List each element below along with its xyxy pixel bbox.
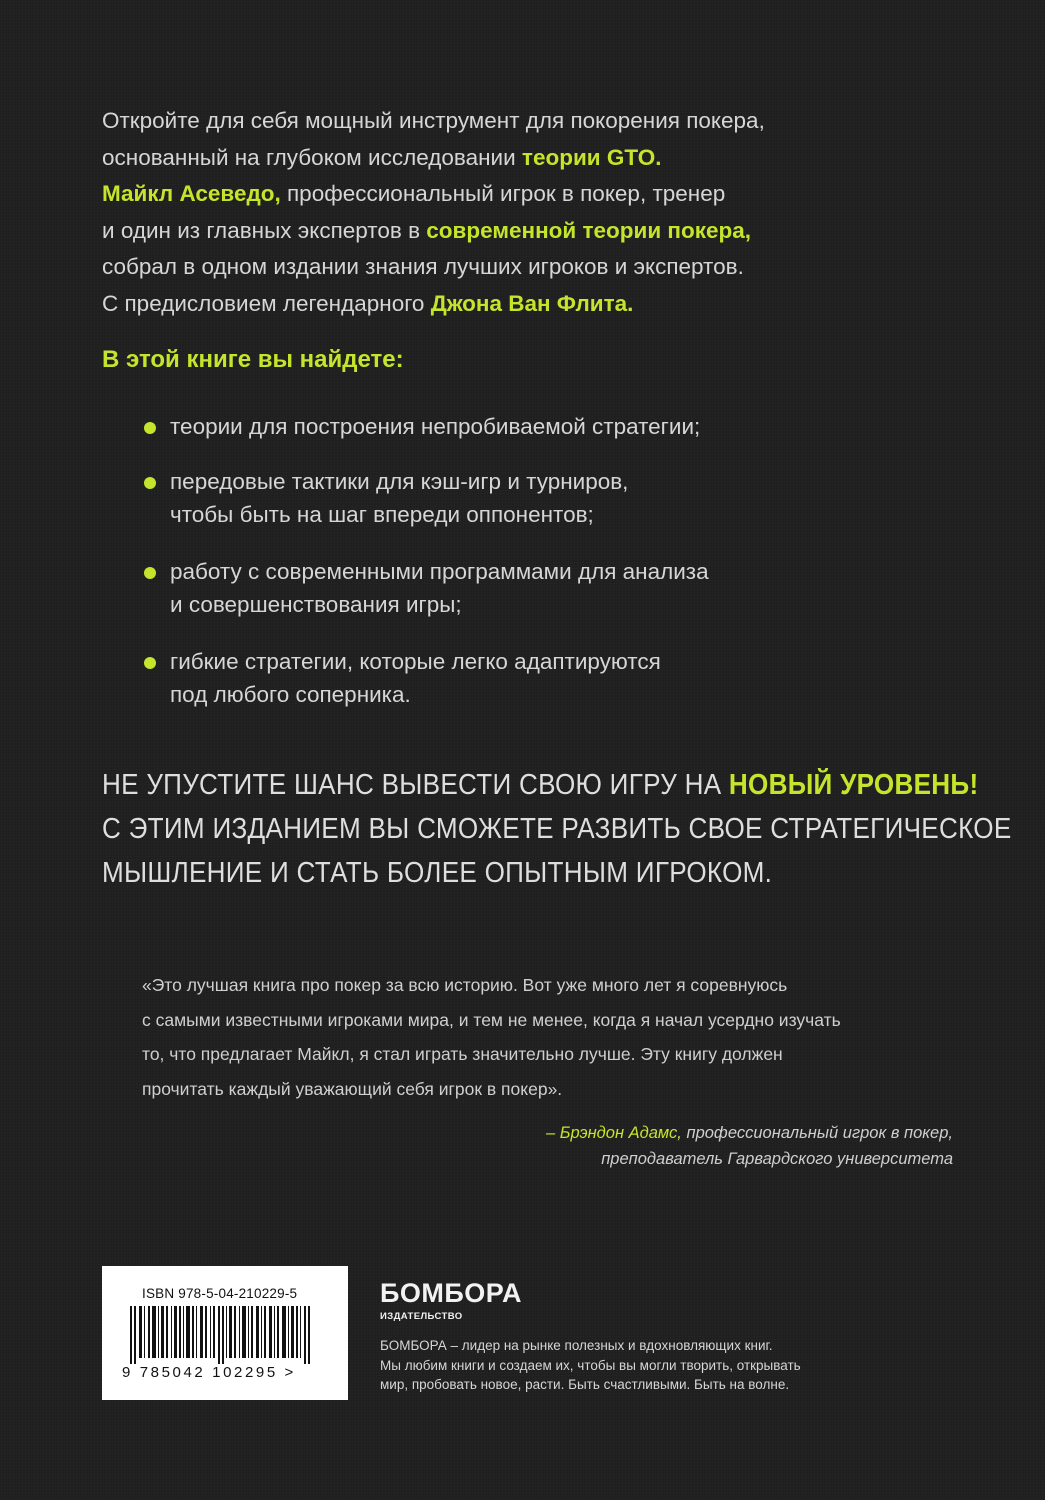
bullet-dot-icon [144, 422, 156, 434]
publisher-description: БОМБОРА – лидер на рынке полезных и вдохновляющих книг. Мы любим книги и создаем их, чтобы вы могли творить, открывать мир, пробовать новое, расти. Быть счастливыми. Быть на волне. [380, 1338, 801, 1392]
intro-line: основанный на глубоком исследовании теории GTO. [102, 144, 662, 170]
publisher-logo [380, 1278, 522, 1322]
intro-line: С предисловием легендарного Джона Ван Флита. [102, 290, 634, 316]
bullet-dot-icon [144, 477, 156, 489]
find-heading: В этой книге вы найдете: [102, 346, 404, 373]
intro-line: собрал в одном издании знания лучших игроков и экспертов. [102, 254, 744, 279]
highlight-foreword: Джона Ван Флита. [430, 290, 634, 316]
bullet-dot-icon [144, 567, 156, 579]
isbn-text: ISBN 978-5-04-210229-5 [142, 1286, 298, 1301]
list-item: работу с современными программами для анализа и совершенствования игры; [100, 555, 960, 621]
highlight-author: Майкл Асеведо, [102, 181, 281, 206]
feature-list [100, 410, 960, 729]
bullet-dot-icon [144, 657, 156, 669]
highlight-new-level: НОВЫЙ УРОВЕНЬ! [728, 769, 979, 801]
list-item: теории для построения непробиваемой стратегии; [100, 410, 960, 443]
barcode-bars-icon [130, 1306, 320, 1364]
quote-attribution: – Брэндон Адамс, профессиональный игрок в покер, преподаватель Гарвардского университета [545, 1124, 953, 1168]
list-item: гибкие стратегии, которые легко адаптируются под любого соперника. [100, 645, 960, 711]
barcode [102, 1266, 348, 1400]
intro-line: и один из главных экспертов в современной теории покера, [102, 217, 752, 243]
reviewer-name: – Брэндон Адамс, [545, 1124, 682, 1142]
call-to-action: НЕ УПУСТИТЕ ШАНС ВЫВЕСТИ СВОЮ ИГРУ НА НОВЫЙ УРОВЕНЬ! С ЭТИМ ИЗДАНИЕМ ВЫ СМОЖЕТЕ РАЗВИТЬ СВОЕ СТРАТЕГИЧЕСКОЕ МЫШЛЕНИЕ И СТАТЬ БОЛЕЕ ОПЫТНЫМ ИГРОКОМ. [102, 769, 1012, 889]
intro-line: Откройте для себя мощный инструмент для покорения покера, [102, 108, 765, 133]
highlight-theory: современной теории покера, [426, 217, 752, 243]
publisher-subtitle: ИЗДАТЕЛЬСТВО [380, 1311, 463, 1322]
intro-line: Майкл Асеведо, профессиональный игрок в покер, тренер [102, 181, 726, 206]
publisher-name: БОМБОРА [380, 1278, 522, 1308]
list-item: передовые тактики для кэш-игр и турниров, чтобы быть на шаг впереди оппонентов; [100, 465, 960, 531]
intro-paragraph [102, 103, 982, 322]
highlight-gto: теории GTO. [521, 144, 662, 170]
review-quote: «Это лучшая книга про покер за всю историю. Вот уже много лет я соревнуюсь с самыми известными игроками мира, и тем не менее, когда я начал усердно изучать то, что предлагает Майкл, я стал играть значительно лучше. Эту книгу должен прочитать каждый уважающий себя игрок в покер». [142, 975, 841, 1099]
barcode-digits: 9 785042 102295 > [122, 1364, 296, 1381]
